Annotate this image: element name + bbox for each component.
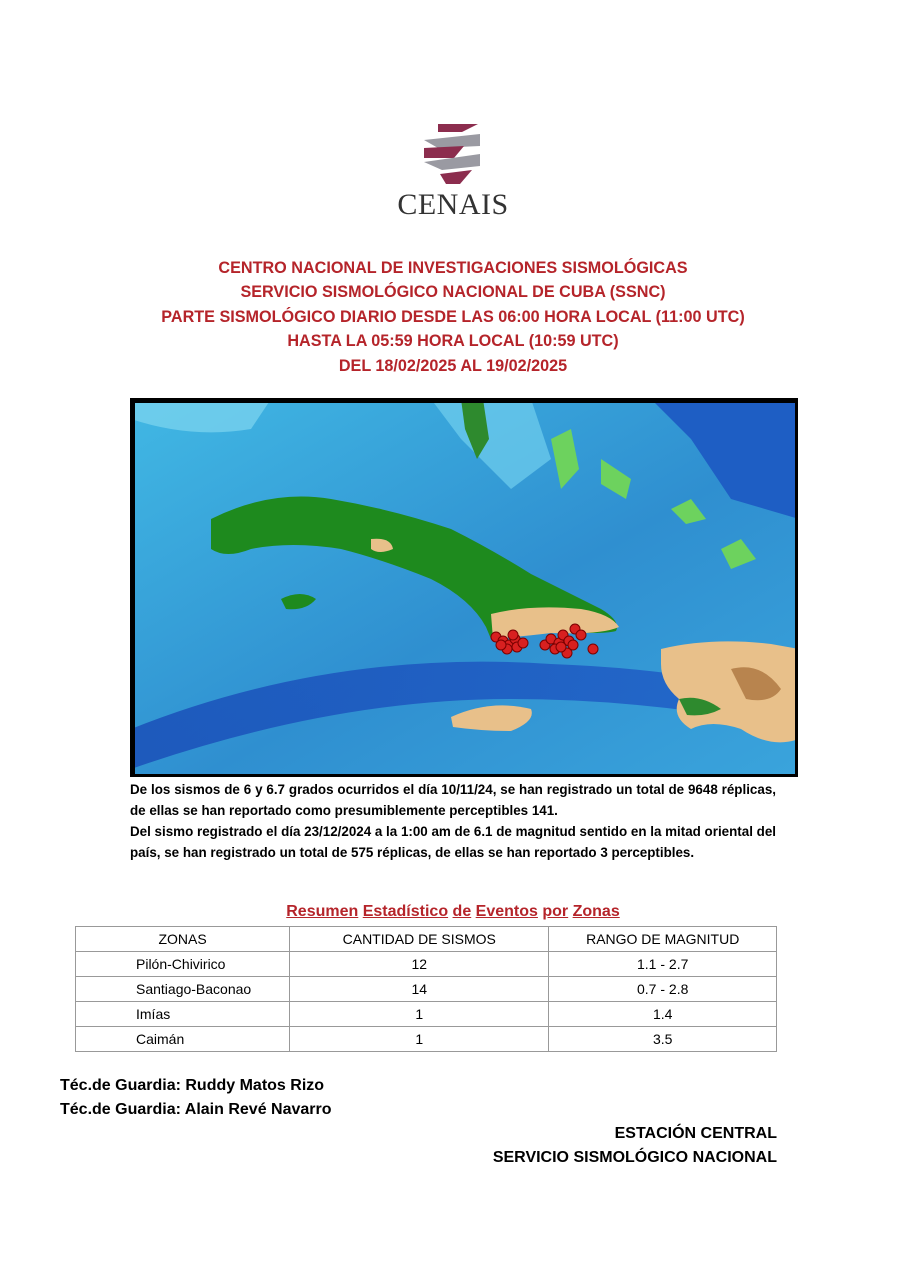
earthquake-marker xyxy=(496,640,506,650)
heading-line-3: PARTE SISMOLÓGICO DIARIO DESDE LAS 06:00 HORA LOCAL (11:00 UTC) xyxy=(161,307,745,326)
header-cantidad: CANTIDAD DE SISMOS xyxy=(290,927,549,952)
aftershock-paragraph-2: Del sismo registrado el día 23/12/2024 a la 1:00 am de 6.1 de magnitud sentido en la mitad oriental del país, se han registrado un total de 575 réplicas, de ellas se han reportado 3 perceptibles. xyxy=(130,824,776,860)
zone-range: 3.5 xyxy=(549,1027,777,1052)
station-line-1: ESTACIÓN CENTRAL xyxy=(614,1125,777,1142)
table-row xyxy=(76,952,777,977)
zone-range: 1.4 xyxy=(549,1002,777,1027)
heading-line-4: HASTA LA 05:59 HORA LOCAL (10:59 UTC) xyxy=(287,332,619,351)
header-rango: RANGO DE MAGNITUD xyxy=(549,927,777,952)
table-row xyxy=(76,1027,777,1052)
logo-text: CENAIS xyxy=(397,188,509,221)
title-word-3: de xyxy=(452,903,472,920)
title-word-4: Eventos xyxy=(475,903,538,920)
earthquake-marker xyxy=(568,640,578,650)
seismic-map xyxy=(130,398,798,777)
table-row xyxy=(76,1002,777,1027)
heading-line-1: CENTRO NACIONAL DE INVESTIGACIONES SISMOLÓGICAS xyxy=(218,259,688,277)
zone-name: Caimán xyxy=(76,1027,290,1052)
zone-name: Imías xyxy=(76,1002,290,1027)
table-row xyxy=(76,977,777,1002)
earthquake-marker xyxy=(576,630,586,640)
title-word-6: Zonas xyxy=(572,903,620,920)
table-header-row xyxy=(76,927,777,952)
header-zonas: ZONAS xyxy=(76,927,290,952)
guard-technician-1: Téc.de Guardia: Ruddy Matos Rizo xyxy=(60,1077,325,1094)
guard-technician-2: Téc.de Guardia: Alain Revé Navarro xyxy=(60,1101,332,1118)
zone-count: 1 xyxy=(290,1027,549,1052)
cenais-logo xyxy=(380,118,526,222)
zone-range: 1.1 - 2.7 xyxy=(549,952,777,977)
earthquake-marker xyxy=(508,630,518,640)
heading-line-5: DEL 18/02/2025 AL 19/02/2025 xyxy=(338,356,568,375)
aftershock-paragraph-1: De los sismos de 6 y 6.7 grados ocurridos el día 10/11/24, se han registrado un total de 9648 réplicas, de ellas se han reportado como presumiblemente perceptibles 141. xyxy=(130,782,776,818)
station-line-2: SERVICIO SISMOLÓGICO NACIONAL xyxy=(492,1149,777,1166)
title-word-5: por xyxy=(542,903,569,920)
title-word-1: Resumen xyxy=(286,903,359,920)
zone-count: 14 xyxy=(290,977,549,1002)
zone-name: Santiago-Baconao xyxy=(76,977,290,1002)
zone-range: 0.7 - 2.8 xyxy=(549,977,777,1002)
title-word-2: Estadístico xyxy=(362,903,449,920)
zone-count: 12 xyxy=(290,952,549,977)
heading-line-2: SERVICIO SISMOLÓGICO NACIONAL DE CUBA (SSNC) xyxy=(240,283,666,302)
table-title xyxy=(0,903,906,921)
cenais-emblem-icon xyxy=(380,118,526,188)
earthquake-marker xyxy=(556,642,566,652)
earthquake-marker xyxy=(588,644,598,654)
earthquake-marker xyxy=(518,638,528,648)
document-heading xyxy=(0,256,906,378)
zone-count: 1 xyxy=(290,1002,549,1027)
zone-name: Pilón-Chivirico xyxy=(76,952,290,977)
zones-table xyxy=(75,926,777,1052)
